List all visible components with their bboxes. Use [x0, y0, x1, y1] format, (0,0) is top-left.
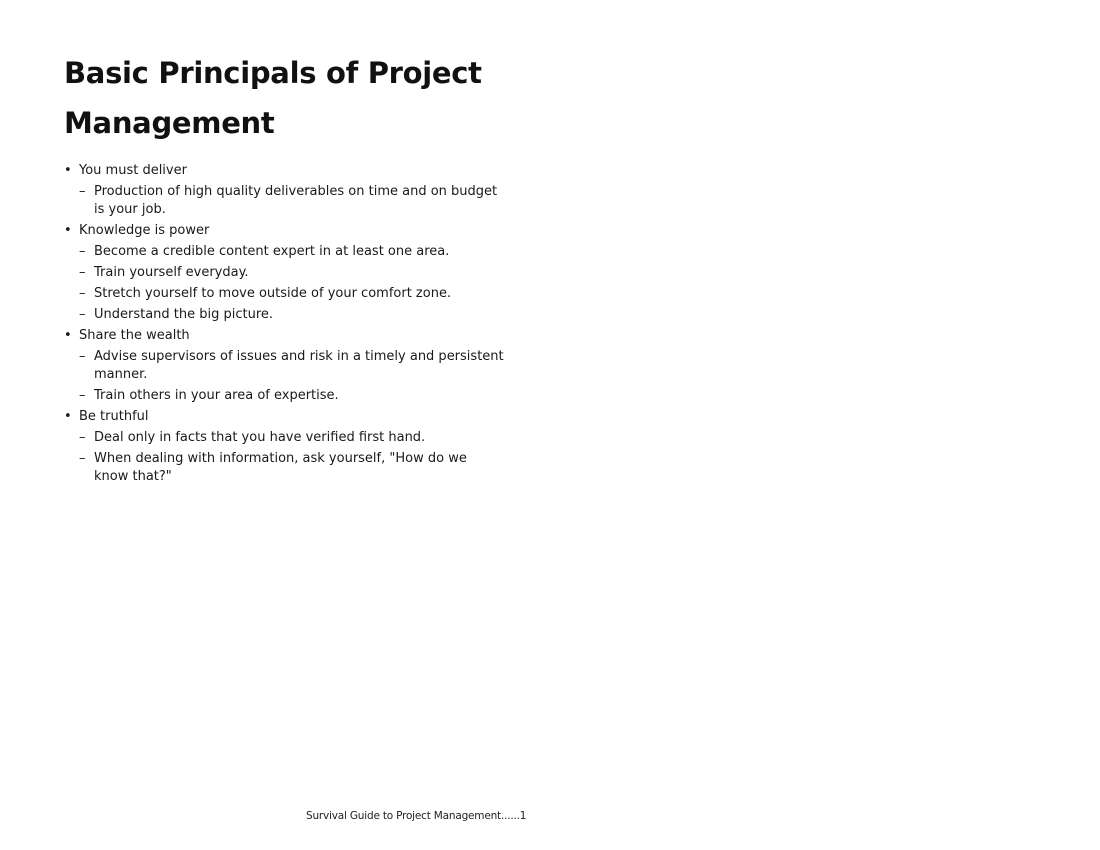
bullet-item — [64, 408, 504, 486]
bullet-text: Share the wealth — [79, 328, 190, 343]
bullet-item — [64, 327, 504, 405]
sub-item — [79, 429, 504, 447]
sub-item — [79, 183, 504, 219]
bullet-text: Knowledge is power — [79, 223, 210, 238]
sub-item-text: Become a credible content expert in at least one area. — [94, 244, 450, 259]
dash-icon: – — [79, 265, 86, 280]
sub-list — [79, 429, 504, 486]
dash-icon: – — [79, 286, 86, 301]
sub-item — [79, 285, 504, 303]
sub-item — [79, 243, 504, 261]
dash-icon: – — [79, 451, 86, 466]
page-footer: Survival Guide to Project Management......1 — [306, 810, 527, 822]
bullet-text: Be truthful — [79, 409, 149, 424]
sub-item — [79, 348, 504, 384]
sub-item-text: Stretch yourself to move outside of your comfort zone. — [94, 286, 452, 301]
dash-icon: – — [79, 430, 86, 445]
bullet-icon: • — [64, 163, 72, 178]
sub-list — [79, 183, 504, 219]
sub-item-text: Train others in your area of expertise. — [94, 388, 339, 403]
dash-icon: – — [79, 244, 86, 259]
bullet-item — [64, 222, 504, 324]
sub-item-text: Train yourself everyday. — [94, 265, 249, 280]
sub-item — [79, 387, 504, 405]
sub-item-text: When dealing with information, ask yourself, "How do we know that?" — [94, 451, 467, 484]
bullet-icon: • — [64, 328, 72, 343]
sub-item — [79, 306, 504, 324]
sub-item-text: Advise supervisors of issues and risk in a timely and persistent manner. — [94, 349, 504, 382]
sub-item-text: Deal only in facts that you have verified first hand. — [94, 430, 426, 445]
dash-icon: – — [79, 388, 86, 403]
bullet-item — [64, 162, 504, 219]
bullet-icon: • — [64, 409, 72, 424]
sub-item-text: Understand the big picture. — [94, 307, 274, 322]
dash-icon: – — [79, 184, 86, 199]
sub-list — [79, 243, 504, 324]
page-title: Basic Principals of Project Management — [64, 56, 482, 140]
sub-item — [79, 264, 504, 282]
sub-list — [79, 348, 504, 405]
sub-item — [79, 450, 504, 486]
bullet-text: You must deliver — [79, 163, 187, 178]
dash-icon: – — [79, 349, 86, 364]
bullet-icon: • — [64, 223, 72, 238]
principles-outline — [64, 162, 504, 486]
dash-icon: – — [79, 307, 86, 322]
sub-item-text: Production of high quality deliverables on time and on budget is your job. — [94, 184, 498, 217]
